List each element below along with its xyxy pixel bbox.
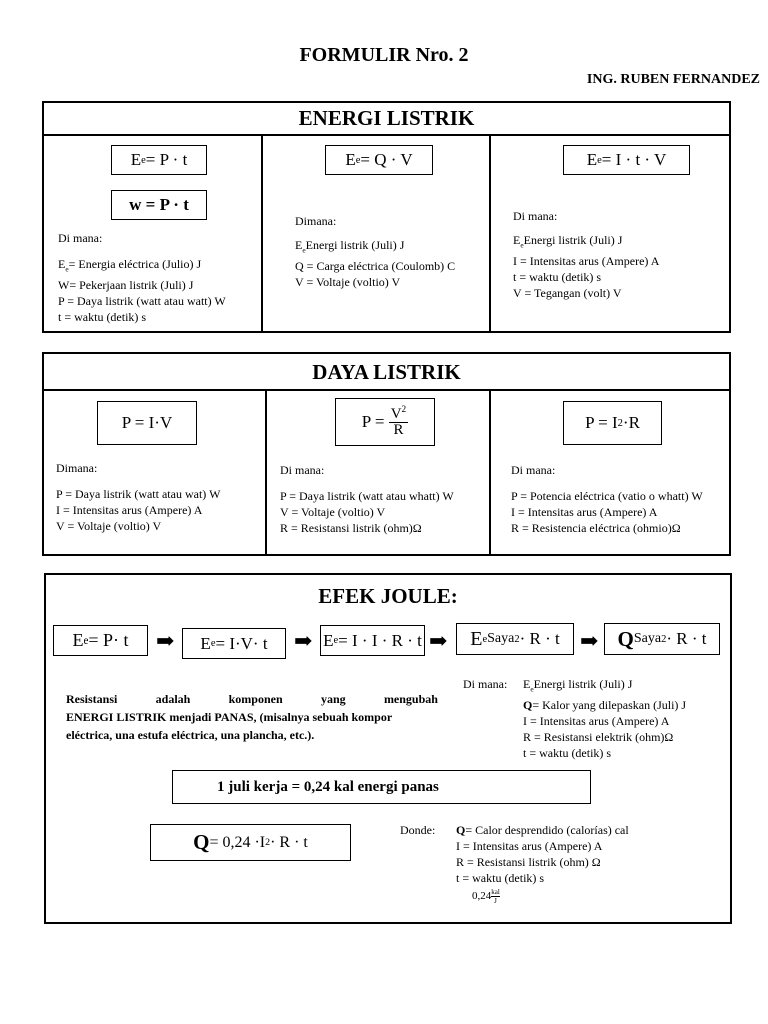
chain-formula-4: E e Saya 2 · R · t xyxy=(456,623,574,655)
arrow-right-icon: ➡ xyxy=(156,628,175,653)
formula-heat-calories: Q = 0,24 ·I 2 · R · t xyxy=(150,824,351,861)
legend-line: V = Voltaje (voltio) V xyxy=(280,505,386,519)
formula-work-power-time: w = P · t xyxy=(111,190,207,220)
legend-line: $E_eEnergi$ listrik (Juli) J xyxy=(523,677,633,694)
legend-line: $E_eEnergi$ listrik (Juli) J xyxy=(295,238,405,255)
daya-col3-legend xyxy=(511,462,703,536)
legend-line: t = waktu (detik) s xyxy=(513,270,602,285)
energi-col-divider-1 xyxy=(261,134,263,333)
chain-formula-3: E e = I · I · R · t xyxy=(320,625,425,656)
energi-col3-legend xyxy=(513,208,659,301)
joule-legend xyxy=(523,676,686,761)
daya-heading-divider xyxy=(42,389,731,391)
description-line-1: Resistansi adalah komponen yang mengubah xyxy=(66,692,438,706)
dimana-label: Di mana: xyxy=(58,231,103,245)
legend-line: P = Daya listrik (watt atau watt) W xyxy=(58,294,226,309)
legend-line: I = Intensitas arus (Ampere) A xyxy=(523,714,670,729)
description-line-3: eléctrica, una estufa eléctrica, una plancha, etc.). xyxy=(66,728,315,742)
legend-line: Q= Calor desprendido (calorías) cal xyxy=(456,823,629,837)
legend-line: Q = Carga eléctrica (Coulomb) C xyxy=(295,259,456,274)
dimana-label: Di mana: xyxy=(511,463,556,477)
legend-line: I = Intensitas arus (Ampere) A xyxy=(513,254,660,269)
daya-col-divider-1 xyxy=(265,389,267,556)
legend-line: t = waktu (detik) s xyxy=(523,746,612,761)
chain-formula-5: Q Saya 2 · R · t xyxy=(604,623,720,655)
legend-line: V = Tegangan (volt) V xyxy=(513,286,622,301)
chain-formula-1: E e = P· t xyxy=(53,625,148,656)
legend-line: I = Intensitas arus (Ampere) A xyxy=(511,505,658,519)
legend-line: W= Pekerjaan listrik (Juli) J xyxy=(58,278,194,293)
page-title: FORMULIR Nro. 2 xyxy=(299,44,469,66)
arrow-right-icon: ➡ xyxy=(294,628,313,653)
daya-col1-legend xyxy=(56,460,220,534)
energi-heading-divider xyxy=(42,134,731,136)
energi-col-divider-2 xyxy=(489,134,491,333)
dimana-label: Di mana: xyxy=(280,463,325,477)
legend-line: I = Intensitas arus (Ampere) A xyxy=(56,503,203,517)
arrow-right-icon: ➡ xyxy=(429,628,448,653)
dimana-label: Dimana: xyxy=(295,214,337,228)
legend-line: P = Potencia eléctrica (vatio o whatt) W xyxy=(511,489,703,503)
formula-power-voltage-squared-resistance: P = $\frac{V^2}{R}$ xyxy=(335,398,435,446)
daya-col2-legend xyxy=(280,462,454,536)
legend-line: R = Resistansi listrik (ohm) Ω xyxy=(456,855,601,869)
formula-power-current-voltage: P = I·V xyxy=(97,401,197,445)
conversion-box: 1 juli kerja = 0,24 kal energi panas xyxy=(172,770,591,804)
legend-line: P = Daya listrik (watt atau whatt) W xyxy=(280,489,454,503)
formula-energy-charge-voltage: E e = Q · V xyxy=(325,145,433,175)
legend-line: $E_eEnergi$ listrik (Juli) J xyxy=(513,233,623,250)
legend-line: Q= Kalor yang dilepaskan (Juli) J xyxy=(523,698,687,713)
legend-line: I = Intensitas arus (Ampere) A xyxy=(456,839,603,853)
energi-col2-legend xyxy=(295,213,455,290)
dimana-label: Di mana: xyxy=(513,209,558,223)
chain-formula-2: E e = I·V· t xyxy=(182,628,286,659)
dimana-label: Dimana: xyxy=(56,461,98,475)
donde-legend xyxy=(456,822,629,886)
legend-line: t = waktu (detik) s xyxy=(58,310,147,325)
legend-line: R = Resistansi listrik (ohm)Ω xyxy=(280,521,422,535)
description-line-2: ENERGI LISTRIK menjadi PANAS, (misalnya sebuah kompor xyxy=(66,710,393,724)
arrow-right-icon: ➡ xyxy=(580,628,599,653)
daya-heading: DAYA LISTRIK xyxy=(312,360,461,384)
joule-description xyxy=(66,690,438,744)
legend-line: V = Voltaje (voltio) V xyxy=(56,519,162,533)
legend-line: P = Daya listrik (watt atau wat) W xyxy=(56,487,221,501)
legend-line: R = Resistencia eléctrica (ohmio)Ω xyxy=(511,521,681,535)
donde-label: Donde: xyxy=(400,823,436,837)
legend-line: t = waktu (detik) s xyxy=(456,871,545,885)
formula-power-current-squared-resistance: P = I 2 ·R xyxy=(563,401,662,445)
legend-line: R = Resistansi elektrik (ohm)Ω xyxy=(523,730,674,745)
conversion-constant: 0,24 $\frac{\text{kal}}{J}$ xyxy=(472,888,500,905)
formula-energy-power-time: E e = P · t xyxy=(111,145,207,175)
energi-heading: ENERGI LISTRIK xyxy=(298,106,475,130)
daya-col-divider-2 xyxy=(489,389,491,556)
energi-col1-legend xyxy=(58,230,226,325)
joule-dimana-label: Di mana: xyxy=(463,677,508,691)
author-name: ING. RUBEN FERNANDEZ xyxy=(586,72,760,87)
formula-energy-current-time-voltage: E e = I · t · V xyxy=(563,145,690,175)
joule-heading: EFEK JOULE: xyxy=(318,584,458,608)
legend-line: $E_e=$ Energia eléctrica (Julio) J xyxy=(58,257,202,274)
legend-line: V = Voltaje (voltio) V xyxy=(295,275,401,290)
